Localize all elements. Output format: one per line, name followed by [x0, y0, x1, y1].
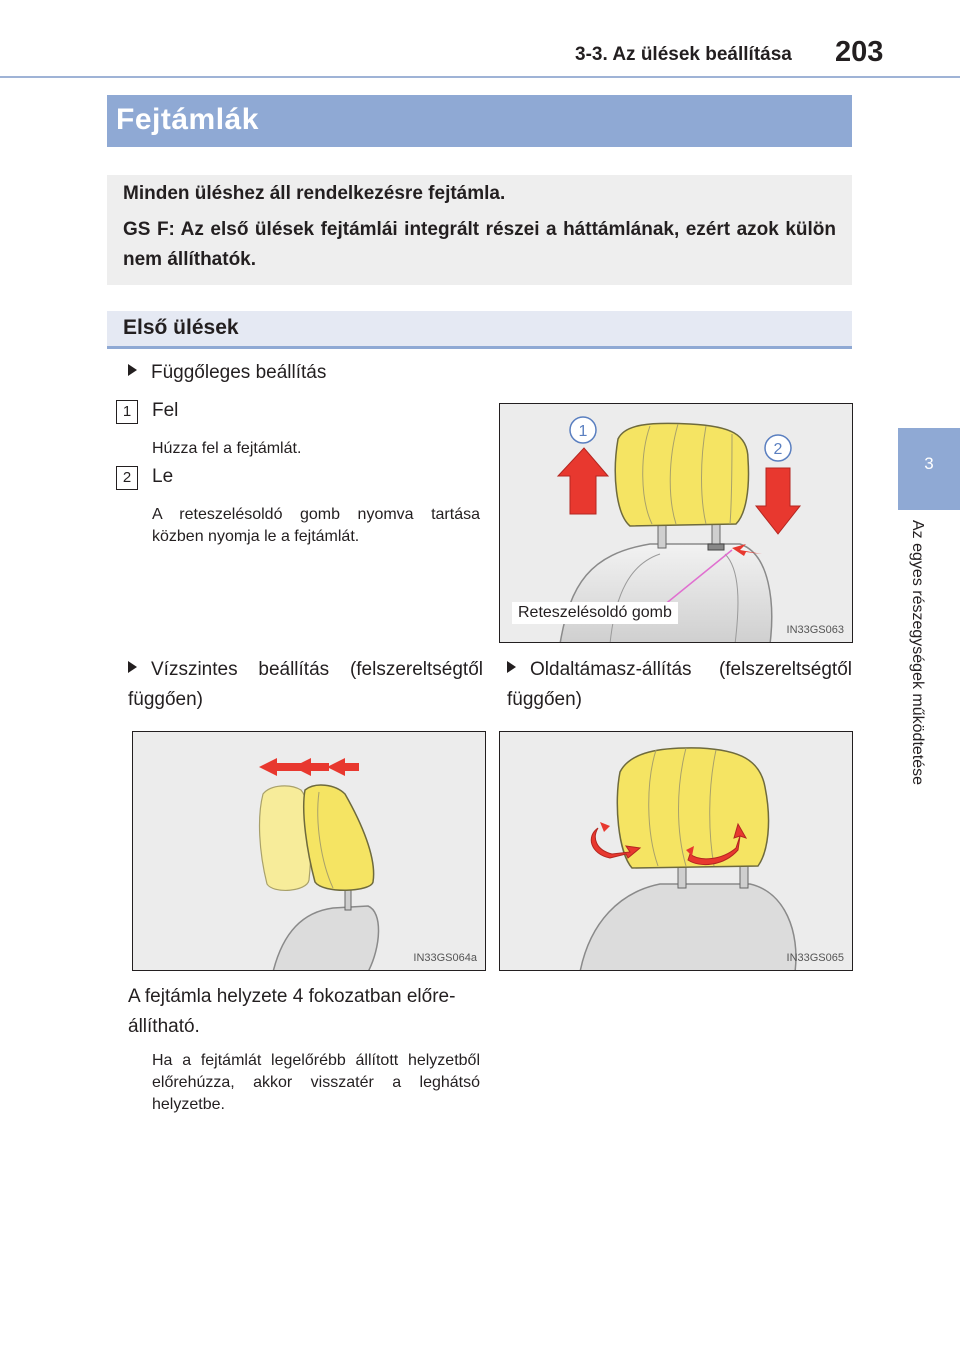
running-header-section: 3-3. Az ülések beállítása	[575, 44, 792, 65]
step-1-badge: 1	[116, 400, 138, 424]
step-2-text: A reteszelésoldó gomb nyomva tartása közben nyomja le a fejtámlát.	[152, 506, 480, 545]
horizontal-note: Ha a fejtámlát legelőrébb állított helyzetből előrehúzza, akkor visszatér a leghátsó helyzetbe.	[152, 1052, 480, 1113]
step-1-title: Fel	[152, 400, 179, 421]
step-2-badge: 2	[116, 466, 138, 490]
intro-box	[107, 175, 852, 285]
figure-code: IN33GS064a	[413, 952, 477, 964]
section-title: Első ülések	[123, 316, 239, 339]
figure-vertical-adjustment	[499, 403, 853, 643]
figure-code: IN33GS063	[786, 624, 844, 636]
vertical-heading	[128, 358, 326, 388]
page-title: Fejtámlák	[116, 103, 259, 136]
bullet-triangle-icon	[507, 661, 516, 673]
chapter-tab	[898, 428, 960, 510]
headrest-horizontal-illustration	[133, 732, 486, 971]
figure-side-support	[499, 731, 853, 971]
horizontal-heading	[128, 655, 483, 715]
horizontal-paragraph: A fejtámla helyzete 4 fokozatban előre-állítható.	[128, 986, 456, 1037]
page-title-bar	[107, 95, 852, 147]
figure-badge-1: 1	[578, 423, 588, 440]
page-number: 203	[835, 36, 884, 68]
vertical-heading-text: Függőleges beállítás	[151, 362, 327, 383]
side-support-heading	[507, 655, 852, 715]
chapter-title: Az egyes részegységek működtetése	[909, 520, 926, 786]
figure-horizontal-adjustment	[132, 731, 486, 971]
step-2-title: Le	[152, 466, 174, 487]
intro-line-2: GS F: Az első ülések fejtámlái integrált részei a háttámlának, ezért azok külön nem állíthatók.	[123, 219, 836, 270]
bullet-triangle-icon	[128, 661, 137, 673]
section-bar	[107, 311, 852, 349]
intro-line-1: Minden üléshez áll rendelkezésre fejtámla.	[123, 183, 506, 204]
header-divider	[0, 76, 960, 78]
side-support-heading-text: Oldaltámasz-állítás (felszereltségtől függően)	[507, 659, 852, 710]
chapter-number: 3	[924, 454, 934, 473]
bullet-triangle-icon	[128, 364, 137, 376]
headrest-side-support-illustration	[500, 732, 853, 971]
horizontal-heading-text: Vízszintes beállítás (felszereltségtől függően)	[128, 659, 483, 710]
figure-badge-2: 2	[773, 441, 783, 458]
figure-code: IN33GS065	[786, 952, 844, 964]
release-button-callout: Reteszelésoldó gomb	[512, 602, 678, 624]
step-1-text: Húzza fel a fejtámlát.	[152, 440, 302, 457]
